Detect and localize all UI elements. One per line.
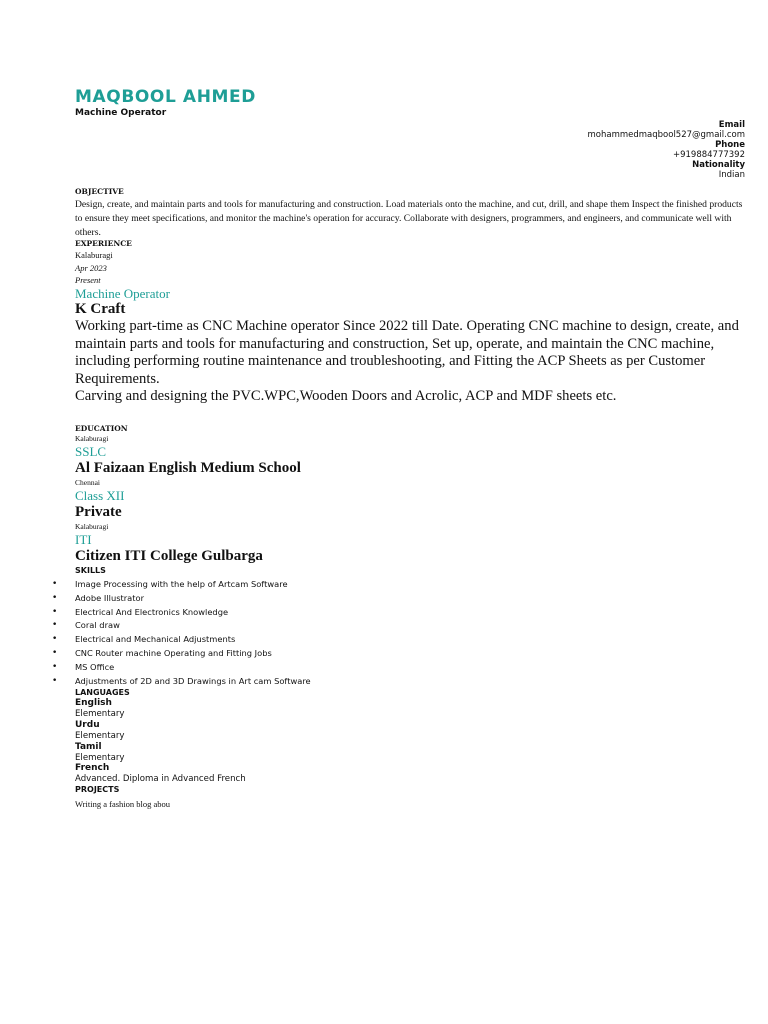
education-degree: SSLC (75, 444, 107, 460)
experience-location: Kalaburagi (75, 250, 113, 261)
skill-item (52, 592, 745, 606)
projects-section (75, 785, 745, 810)
skill-label: Adjustments of 2D and 3D Drawings in Art cam Software (75, 675, 311, 686)
education-location: Chennai (75, 478, 100, 488)
resume-content (52, 87, 745, 810)
job-title: Machine Operator (75, 286, 170, 302)
skill-item (52, 647, 745, 661)
education-school: Al Faizaan English Medium School (75, 460, 301, 477)
language-name: French (75, 763, 110, 774)
education-school: Citizen ITI College Gulbarga (75, 548, 263, 565)
education-location: Kalaburagi (75, 522, 109, 532)
email-label: Email (718, 120, 745, 130)
bullet-icon: • (52, 634, 58, 645)
education-degree: ITI (75, 532, 92, 548)
language-level: Elementary (75, 731, 125, 742)
skills-heading: SKILLS (75, 566, 106, 576)
skill-item (52, 633, 745, 647)
skill-label: Image Processing with the help of Artcam Software (75, 579, 288, 590)
skills-section (52, 566, 745, 688)
education-location: Kalaburagi (75, 434, 109, 444)
bullet-icon: • (52, 648, 58, 659)
company-name: K Craft (75, 301, 126, 318)
nationality-label: Nationality (692, 159, 745, 170)
skill-item (52, 578, 745, 592)
education-degree: Class XII (75, 488, 125, 504)
skill-item (52, 675, 745, 689)
education-heading: EDUCATION (75, 424, 128, 434)
language-name: English (75, 698, 112, 709)
nationality-value: Indian (718, 169, 745, 180)
experience-start-date: Apr 2023 (75, 262, 107, 273)
job-description: Working part-time as CNC Machine operator Since 2022 till Date. Operating CNC machine to design, create, and maintain parts and tools for manufacturing and construction, Set up, operate, and maintain the CNC machine, including performing routine maintenance and troubleshooting, and Fitting the ACP Sheets as per Customer Requirements. (75, 318, 739, 387)
education-school: Private (75, 504, 122, 521)
candidate-name: MAQBOOL AHMED (75, 87, 256, 107)
contact-block (75, 121, 745, 180)
skill-label: Adobe Illustrator (75, 592, 145, 603)
bullet-icon: • (52, 579, 58, 590)
phone-value[interactable]: +919884777392 (672, 149, 745, 160)
email-value[interactable]: mohammedmaqbool527@gmail.com (587, 129, 745, 140)
skill-item (52, 661, 745, 675)
language-level: Advanced. Diploma in Advanced French (75, 774, 246, 785)
bullet-icon: • (52, 592, 58, 603)
experience-end-date: Present (75, 274, 101, 285)
skill-item (52, 619, 745, 633)
languages-section (75, 688, 745, 784)
skill-label: CNC Router machine Operating and Fitting Jobs (75, 648, 272, 659)
education-item (75, 522, 745, 566)
language-level: Elementary (75, 752, 125, 763)
candidate-role: Machine Operator (75, 108, 167, 118)
languages-heading: LANGUAGES (75, 688, 130, 698)
language-level: Elementary (75, 709, 125, 720)
skill-item (52, 606, 745, 620)
experience-section (75, 239, 745, 406)
language-name: Urdu (75, 720, 100, 731)
skill-label: MS Office (75, 661, 115, 672)
skills-list (52, 578, 745, 688)
education-item (75, 478, 745, 522)
objective-text: Design, create, and maintain parts and tools for manufacturing and construction. Load materials onto the machine, and cut, drill, and shape them Inspect the finished products to ensure they meet specifications, and monitor the machine's operation for accuracy. Collaborate with designers, programmers, and engineers, and communicate well with others. (75, 199, 743, 238)
projects-heading: PROJECTS (75, 784, 120, 794)
bullet-icon: • (52, 675, 58, 686)
bullet-icon: • (52, 620, 58, 631)
phone-label: Phone (715, 139, 745, 150)
project-description: Writing a fashion blog abou (75, 798, 171, 809)
education-section (75, 424, 745, 566)
skill-label: Electrical and Mechanical Adjustments (75, 634, 236, 645)
job-description-extra: Carving and designing the PVC.WPC,Wooden Doors and Acrolic, ACP and MDF sheets etc. (75, 388, 617, 405)
language-name: Tamil (75, 741, 102, 752)
skill-label: Electrical And Electronics Knowledge (75, 606, 229, 617)
objective-section (75, 187, 745, 239)
bullet-icon: • (52, 661, 58, 672)
experience-heading: EXPERIENCE (75, 239, 132, 249)
bullet-icon: • (52, 606, 58, 617)
education-item (75, 434, 745, 478)
objective-heading: OBJECTIVE (75, 187, 124, 197)
skill-label: Coral draw (75, 620, 120, 631)
